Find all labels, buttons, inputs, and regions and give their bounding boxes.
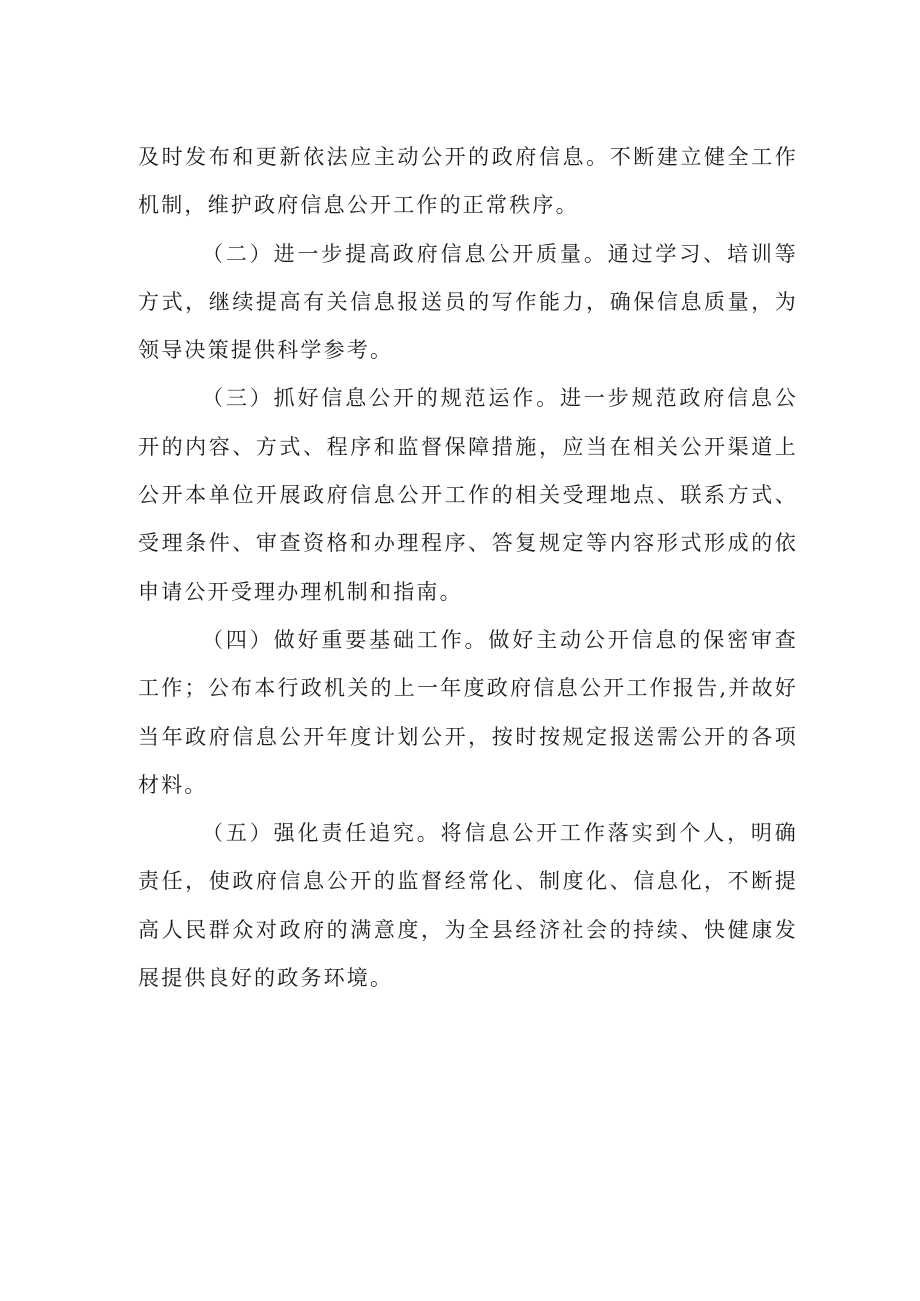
- paragraph-section-4: （四）做好重要基础工作。做好主动公开信息的保密审查工作；公布本行政机关的上一年度政府信息公开工作报告,并故好当年政府信息公开年度计划公开，按时按规定报送需公开的各项材料。: [138, 627, 798, 797]
- paragraph-continuation: 及时发布和更新依法应主动公开的政府信息。不断建立健全工作机制，维护政府信息公开工作的正常秩序。: [138, 145, 798, 218]
- document-body: [138, 133, 798, 1002]
- paragraph-section-5: （五）强化责任追究。将信息公开工作落实到个人，明确责任，使政府信息公开的监督经常化、制度化、信息化，不断提高人民群众对政府的满意度，为全县经济社会的持续、快健康发展提供良好的政务环境。: [138, 821, 798, 991]
- paragraph-section-3: （三）抓好信息公开的规范运作。进一步规范政府信息公开的内容、方式、程序和监督保障措施，应当在相关公开渠道上公开本单位开展政府信息公开工作的相关受理地点、联系方式、受理条件、审查资格和办理程序、答复规定等内容形式形成的依申请公开受理办理机制和指南。: [138, 386, 798, 604]
- paragraph-section-2: （二）进一步提高政府信息公开质量。通过学习、培训等方式，继续提高有关信息报送员的写作能力，确保信息质量，为领导决策提供科学参考。: [138, 241, 798, 363]
